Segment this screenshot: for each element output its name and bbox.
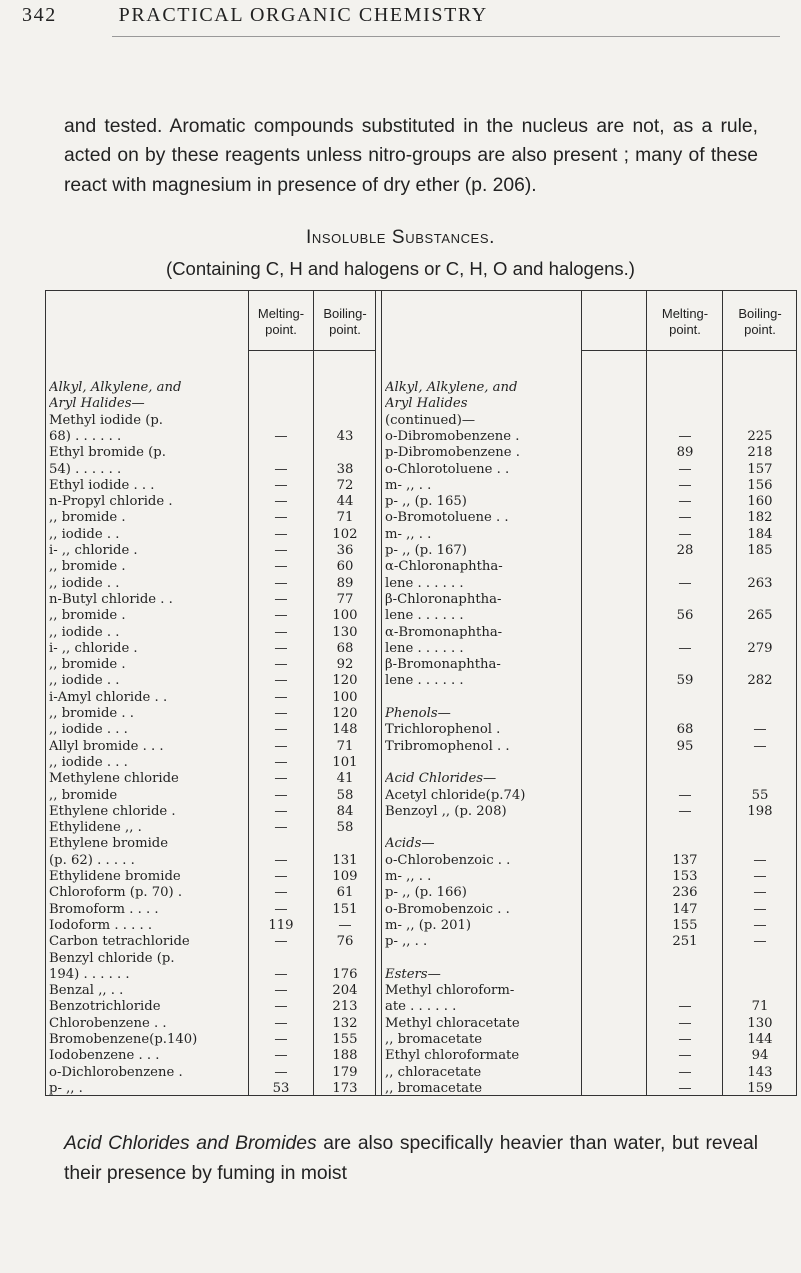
compound-name: Bromobenzene(p.140)	[49, 1032, 198, 1047]
melting-point-value: —	[274, 787, 288, 803]
boiling-point-value: —	[753, 917, 767, 933]
data-table	[45, 290, 797, 1096]
boiling-point-value: —	[753, 934, 767, 950]
compound-name: Phenols—	[385, 706, 451, 721]
footer-italic-lead: Acid Chlorides and Bromides	[64, 1133, 317, 1154]
boiling-point-value: 148	[332, 722, 358, 738]
compound-name: Iodobenzene . . .	[49, 1048, 160, 1064]
boiling-point-value: 132	[332, 1015, 358, 1031]
melting-point-value: —	[678, 640, 692, 656]
compound-name: Aryl Halides	[385, 396, 468, 412]
boiling-point-value: —	[753, 901, 767, 917]
compound-name: Acetyl chloride(p.74)	[385, 787, 526, 803]
boiling-point-value: 204	[332, 983, 358, 999]
boiling-point-value: 120	[332, 673, 358, 689]
melting-point-value: —	[678, 494, 692, 510]
compound-name: Chloroform (p. 70) .	[49, 885, 183, 901]
compound-name: Ethyl bromide (p.	[49, 445, 166, 461]
compound-name: p- ,, (p. 165)	[385, 494, 467, 510]
boiling-point-value: 109	[332, 869, 358, 884]
melting-point-value: —	[678, 999, 692, 1015]
compound-name: Alkyl, Alkylene, and	[49, 380, 182, 395]
boiling-point-value: 71	[336, 738, 354, 754]
melting-point-value: —	[274, 738, 288, 754]
melting-point-value: —	[274, 771, 288, 787]
compound-name: o-Dibromobenzene .	[385, 428, 520, 444]
melting-point-value: —	[274, 510, 288, 526]
boiling-point-value: 225	[747, 428, 773, 444]
compound-name: ate . . . . . .	[385, 999, 457, 1015]
compound-name: o-Dichlorobenzene .	[49, 1064, 183, 1080]
boiling-point-value: 120	[332, 706, 358, 721]
melting-point-value: —	[678, 510, 692, 526]
melting-point-value: —	[274, 657, 288, 673]
compound-name: Ethylidene bromide	[49, 869, 181, 884]
boiling-point-value: 131	[332, 852, 358, 868]
compound-name: lene . . . . . .	[385, 673, 464, 689]
melting-point-value: —	[274, 575, 288, 591]
compound-name: o-Bromotoluene . .	[385, 510, 509, 526]
boiling-point-value: 198	[747, 803, 773, 819]
melting-point-value: —	[274, 1015, 288, 1031]
compound-name: Methyl chloroform-	[385, 983, 515, 999]
melting-point-value: —	[678, 428, 692, 444]
melting-point-value: 153	[672, 869, 698, 884]
boiling-point-value: 151	[332, 901, 358, 917]
melting-point-value: —	[274, 428, 288, 444]
table-row	[45, 1079, 797, 1099]
melting-point-value: 147	[672, 901, 698, 917]
boiling-point-value: 176	[332, 966, 358, 982]
melting-point-value: 59	[676, 673, 694, 689]
compound-name: Esters—	[385, 966, 441, 982]
boiling-point-value: 41	[336, 771, 354, 787]
compound-name: Ethylene chloride .	[49, 803, 176, 819]
boiling-point-value: 71	[751, 999, 769, 1015]
boiling-point-value: 182	[747, 510, 773, 526]
compound-name: i-Amyl chloride . .	[49, 689, 168, 705]
boiling-point-value: 159	[747, 1080, 773, 1096]
boiling-point-value: 72	[336, 477, 354, 493]
boiling-point-header: Boiling-point.	[738, 306, 782, 337]
melting-point-value: —	[274, 966, 288, 982]
melting-point-value: —	[274, 624, 288, 640]
compound-name: Acids—	[385, 836, 435, 852]
compound-name: ,, iodide . .	[49, 673, 120, 689]
boiling-point-value: 184	[747, 526, 773, 542]
compound-name: n-Propyl chloride .	[49, 494, 173, 510]
compound-name: α-Chloronaphtha-	[385, 559, 503, 575]
boiling-point-value: 156	[747, 477, 773, 493]
melting-point-value: —	[678, 1032, 692, 1047]
compound-name: Benzoyl ,, (p. 208)	[385, 803, 507, 819]
melting-point-header: Melting-point.	[661, 306, 709, 337]
boiling-point-value: —	[753, 885, 767, 901]
boiling-point-value: 92	[336, 657, 354, 673]
compound-name: β-Chloronaphtha-	[385, 591, 502, 607]
melting-point-value: 68	[676, 722, 694, 738]
running-header	[22, 4, 782, 27]
boiling-point-value: 94	[751, 1048, 769, 1064]
melting-point-value: —	[274, 820, 288, 836]
melting-point-value: —	[678, 1015, 692, 1031]
compound-name: p- ,, (p. 166)	[385, 885, 467, 901]
compound-name: Acid Chlorides—	[385, 771, 497, 787]
boiling-point-value: 157	[747, 461, 773, 477]
compound-name: Ethyl iodide . . .	[49, 477, 155, 493]
melting-point-value: 53	[272, 1080, 290, 1096]
compound-name: p- ,, (p. 167)	[385, 543, 467, 558]
melting-point-value: —	[678, 477, 692, 493]
compound-name: Carbon tetrachloride	[49, 934, 190, 950]
melting-point-value: —	[274, 608, 288, 624]
boiling-point-value: 61	[336, 885, 354, 901]
compound-name: ,, bromide	[49, 787, 118, 803]
melting-point-value: 28	[676, 543, 694, 558]
compound-name: β-Bromonaphtha-	[385, 657, 501, 673]
compound-name: ,, bromacetate	[385, 1080, 483, 1096]
header-underline	[581, 350, 797, 351]
header-underline	[248, 350, 376, 351]
boiling-point-value: 84	[336, 803, 354, 819]
boiling-point-value: —	[753, 722, 767, 738]
melting-point-value: —	[274, 1048, 288, 1064]
melting-point-value: —	[274, 885, 288, 901]
melting-point-value: 236	[672, 885, 698, 901]
melting-point-value: —	[678, 526, 692, 542]
compound-name: ,, bromide .	[49, 657, 126, 673]
boiling-point-value: 44	[336, 494, 354, 510]
compound-name: ,, bromide .	[49, 510, 126, 526]
boiling-point-value: 38	[336, 461, 354, 477]
compound-name: ,, iodide . .	[49, 575, 120, 591]
compound-name: Alkyl, Alkylene, and	[385, 380, 518, 395]
boiling-point-value: 101	[332, 754, 358, 770]
running-head-title: PRACTICAL ORGANIC CHEMISTRY	[118, 4, 488, 26]
compound-name: p- ,, .	[49, 1080, 83, 1096]
boiling-point-value: 218	[747, 445, 773, 461]
boiling-point-value: 130	[747, 1015, 773, 1031]
boiling-point-value: 179	[332, 1064, 358, 1080]
boiling-point-value: 265	[747, 608, 773, 624]
boiling-point-value: 43	[336, 428, 354, 444]
compound-name: p- ,, . .	[385, 934, 428, 950]
melting-point-value: —	[274, 852, 288, 868]
boiling-point-value: 55	[751, 787, 769, 803]
melting-point-value: 95	[676, 738, 694, 754]
compound-name: o-Chlorotoluene . .	[385, 461, 510, 477]
melting-point-value: —	[274, 706, 288, 721]
compound-name: Methyl iodide (p.	[49, 412, 163, 428]
melting-point-value: —	[274, 803, 288, 819]
compound-name: n-Butyl chloride . .	[49, 591, 173, 607]
section-title: Insoluble Substances.	[306, 227, 495, 248]
compound-name: m- ,, . .	[385, 526, 432, 542]
compound-name: (p. 62) . . . . .	[49, 852, 135, 868]
melting-point-value: —	[274, 461, 288, 477]
melting-point-value: 155	[672, 917, 698, 933]
melting-point-value: —	[274, 477, 288, 493]
compound-name: Ethyl chloroformate	[385, 1048, 520, 1064]
boiling-point-value: 279	[747, 640, 773, 656]
compound-name: Methylene chloride	[49, 771, 179, 787]
boiling-point-value: 102	[332, 526, 358, 542]
compound-name: Chlorobenzene . .	[49, 1015, 167, 1031]
melting-point-value: —	[678, 1080, 692, 1096]
compound-name: ,, iodide . .	[49, 526, 120, 542]
compound-name: ,, bromide .	[49, 608, 126, 624]
melting-point-value: —	[274, 673, 288, 689]
boiling-point-value: 58	[336, 820, 354, 836]
melting-point-value: —	[274, 1032, 288, 1047]
melting-point-value: —	[678, 1064, 692, 1080]
compound-name: Iodoform . . . . .	[49, 917, 153, 933]
compound-name: (continued)—	[385, 412, 476, 428]
compound-name: lene . . . . . .	[385, 575, 464, 591]
melting-point-value: —	[274, 869, 288, 884]
melting-point-value: —	[274, 999, 288, 1015]
melting-point-value: 137	[672, 852, 698, 868]
melting-point-value: —	[274, 934, 288, 950]
boiling-point-value: 143	[747, 1064, 773, 1080]
compound-name: 68) . . . . . .	[49, 428, 122, 444]
boiling-point-value: 213	[332, 999, 358, 1015]
boiling-point-value: —	[338, 917, 352, 933]
boiling-point-value: —	[753, 852, 767, 868]
boiling-point-value: 100	[332, 689, 358, 705]
boiling-point-value: 160	[747, 494, 773, 510]
melting-point-value: —	[678, 787, 692, 803]
footer-paragraph	[64, 1129, 758, 1189]
boiling-point-header: Boiling-point.	[323, 306, 367, 337]
melting-point-value: —	[274, 722, 288, 738]
boiling-point-value: 60	[336, 559, 354, 575]
compound-name: m- ,, (p. 201)	[385, 917, 472, 933]
compound-name: p-Dibromobenzene .	[385, 445, 520, 461]
table-top-border	[45, 290, 797, 291]
compound-name: ,, iodide . .	[49, 624, 120, 640]
compound-name: α-Bromonaphtha-	[385, 624, 503, 640]
footer-text-rest: are also specifically heavier than water, but reveal their presence by fuming in moist	[64, 1133, 758, 1184]
boiling-point-value: 36	[336, 543, 354, 558]
melting-point-value: —	[274, 526, 288, 542]
boiling-point-value: 77	[336, 591, 354, 607]
melting-point-value: —	[274, 689, 288, 705]
boiling-point-value: 71	[336, 510, 354, 526]
melting-point-value: 119	[268, 917, 294, 933]
compound-name: m- ,, . .	[385, 477, 432, 493]
boiling-point-value: 263	[747, 575, 773, 591]
compound-name: ,, chloracetate	[385, 1064, 482, 1080]
melting-point-value: —	[678, 1048, 692, 1064]
melting-point-value: 89	[676, 445, 694, 461]
boiling-point-value: 173	[332, 1080, 358, 1096]
compound-name: Methyl chloracetate	[385, 1015, 520, 1031]
boiling-point-value: 100	[332, 608, 358, 624]
melting-point-value: 251	[672, 934, 698, 950]
melting-point-value: —	[274, 559, 288, 575]
compound-name: Benzyl chloride (p.	[49, 950, 175, 966]
melting-point-value: —	[274, 591, 288, 607]
compound-name: Ethylene bromide	[49, 836, 169, 852]
section-subtitle: (Containing C, H and halogens or C, H, O and halogens.)	[166, 258, 635, 279]
compound-name: ,, bromide .	[49, 559, 126, 575]
compound-name: Allyl bromide . . .	[49, 738, 164, 754]
compound-name: Ethylidene ,, .	[49, 820, 142, 836]
compound-name: m- ,, . .	[385, 869, 432, 884]
boiling-point-value: 68	[336, 640, 354, 656]
melting-point-value: —	[678, 803, 692, 819]
compound-name: ,, bromide . .	[49, 706, 134, 721]
compound-name: lene . . . . . .	[385, 608, 464, 624]
compound-name: o-Chlorobenzoic . .	[385, 852, 511, 868]
melting-point-value: —	[274, 983, 288, 999]
boiling-point-value: 185	[747, 543, 773, 558]
intro-paragraph: and tested. Aromatic compounds substituted in the nucleus are not, as a rule, acted on by these reagents unless nitro-groups are also present ; many of these react with magnesium in presence of dry ether (p. 206).	[64, 116, 758, 196]
melting-point-value: —	[678, 461, 692, 477]
header-rule	[112, 36, 780, 37]
page-number: 342	[22, 4, 57, 26]
boiling-point-value: —	[753, 869, 767, 884]
compound-name: 54) . . . . . .	[49, 461, 122, 477]
boiling-point-value: 144	[747, 1032, 773, 1047]
melting-point-value: —	[274, 754, 288, 770]
compound-name: Trichlorophenol .	[385, 722, 501, 738]
boiling-point-value: 282	[747, 673, 773, 689]
compound-name: Benzal ,, . .	[49, 983, 124, 999]
melting-point-value: 56	[676, 608, 694, 624]
melting-point-value: —	[274, 543, 288, 558]
melting-point-value: —	[274, 1064, 288, 1080]
compound-name: ,, iodide . . .	[49, 754, 128, 770]
boiling-point-value: —	[753, 738, 767, 754]
compound-name: ,, bromacetate	[385, 1032, 483, 1047]
compound-name: Benzotrichloride	[49, 999, 161, 1015]
boiling-point-value: 76	[336, 934, 354, 950]
melting-point-value: —	[274, 640, 288, 656]
boiling-point-value: 188	[332, 1048, 358, 1064]
compound-name: i- ,, chloride .	[49, 640, 138, 656]
melting-point-value: —	[678, 575, 692, 591]
compound-name: i- ,, chloride .	[49, 543, 138, 558]
boiling-point-value: 130	[332, 624, 358, 640]
compound-name: Aryl Halides—	[49, 396, 145, 412]
compound-name: lene . . . . . .	[385, 640, 464, 656]
melting-point-value: —	[274, 494, 288, 510]
compound-name: ,, iodide . . .	[49, 722, 128, 738]
compound-name: 194) . . . . . .	[49, 966, 130, 982]
boiling-point-value: 155	[332, 1032, 358, 1047]
boiling-point-value: 58	[336, 787, 354, 803]
compound-name: Bromoform . . . .	[49, 901, 159, 917]
melting-point-header: Melting-point.	[257, 306, 305, 337]
melting-point-value: —	[274, 901, 288, 917]
compound-name: Tribromophenol . .	[385, 738, 510, 754]
boiling-point-value: 89	[336, 575, 354, 591]
compound-name: o-Bromobenzoic . .	[385, 901, 510, 917]
